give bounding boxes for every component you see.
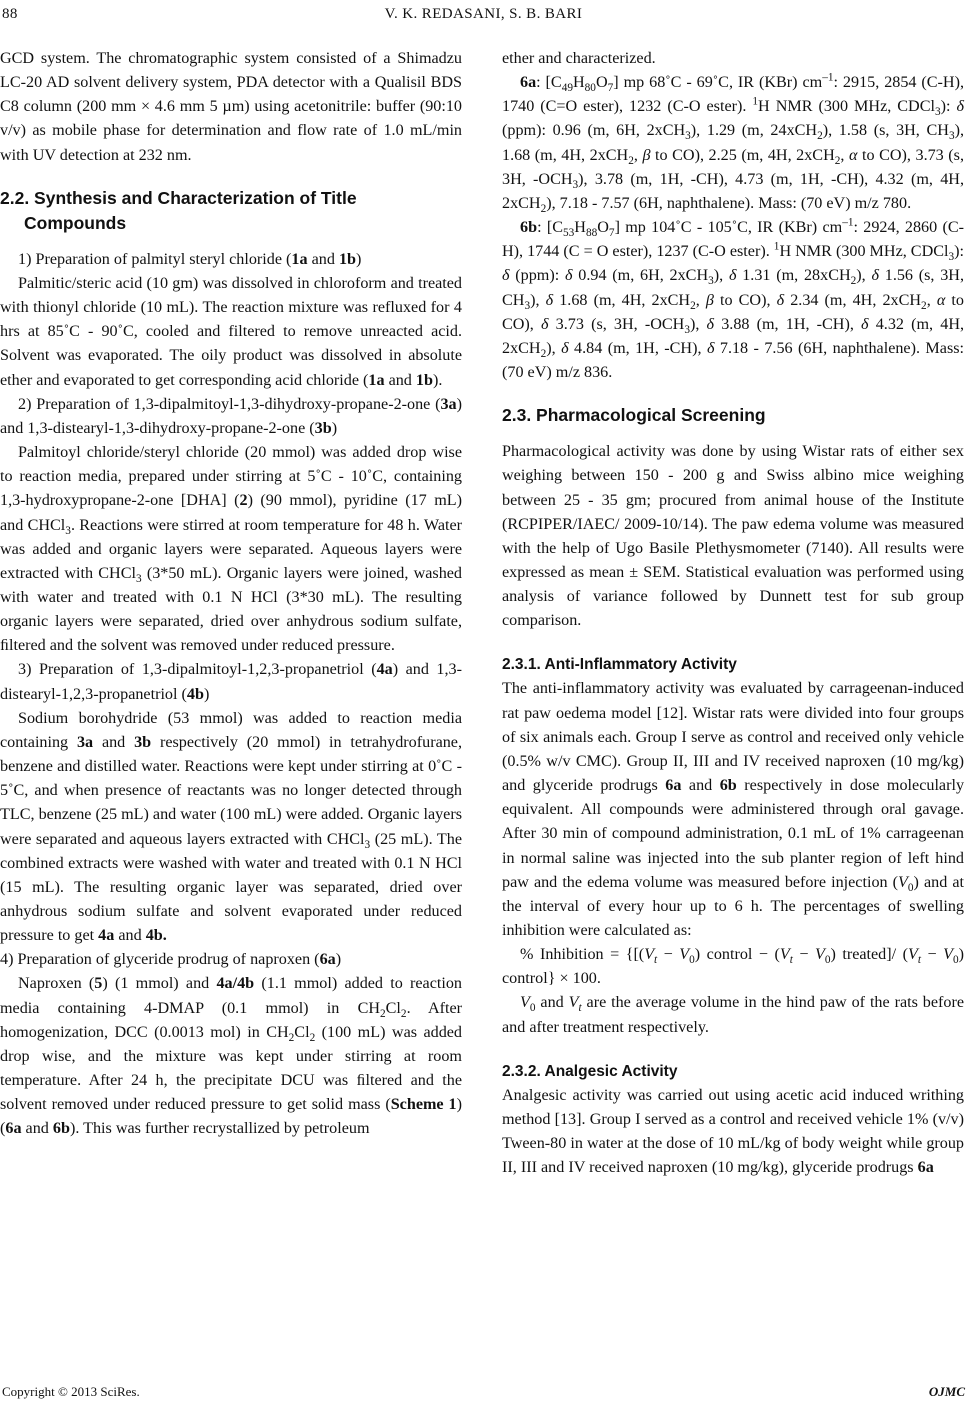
inhibition-formula: % Inhibition = {[$(V_t - V_0)$ control − $(V_t - V_0)$ treated]/ $(V_t - V_0)$ control} × 100. — [502, 946, 964, 988]
section-heading-2-3: 2.3. Pharmacological Screening — [502, 405, 766, 426]
right-column — [502, 47, 964, 1180]
step-1-heading: 1) Preparation of palmityl steryl chloride (1a and 1b) — [18, 250, 362, 268]
journal-abbreviation: OJMC — [928, 1384, 965, 1399]
anti-inflammatory-paragraph: The anti-inflammatory activity was evaluated by carrageenan-induced rat paw oedema model [12]. Wistar rats were divided into four groups of six animals each. Group I serve as control and received only vehicle (0.5% w/v CMC). Group II, III and IV received naproxen (10 mg/kg) and glyceride prodrugs 6a and 6b respectively in dose molecularly equivalent. All compounds were administered through oral gavage. After 30 min of compound administration, 0.1 mL of 1% carrageenan in normal saline was injected into the sub planter region of left hind paw and the edema volume was measured before injection $(V_0)$ and at the interval of every hour up to 6 h. The percentages of swelling inhibition were calculated as: — [502, 680, 965, 939]
page-header — [0, 6, 967, 28]
section-heading-2-2: 2.2. Synthesis and Characterization of Title Compounds — [0, 187, 357, 233]
variable-definitions: $V_0$ and $V_t$ are the average volume in the hind paw of the rats before and after treatment respectively. — [502, 994, 964, 1036]
analgesic-paragraph: Analgesic activity was carried out using acetic acid induced writhing method [13]. Group I served as a control and received vehicle 1% (v/v) Tween-80 in water at the dose of 10 mL/kg of body weight while group II, III and IV received naproxen (10 mg/kg), glyceride prodrugs 6a — [502, 1086, 964, 1177]
subsection-heading-2-3-2: 2.3.2. Analgesic Activity — [502, 1062, 678, 1080]
compound-6a-data: 6a: $[C_{49}H_{80}O_7]$ mp 68˚C - 69˚C, IR (KBr) $cm^{-1}$: 2915, 2854 (C-H), 1740 (C=O ester), 1232 (C-O ester). $^1$H NMR (300 MHz, CDCl$_3$): δ (ppm): 0.96 (m, 6H, 2xCH$_3$), 1.29 (m, 24xCH$_2$), 1.58 (s, 3H, $CH_3$), 1.68 (m, 4H, 2xCH$_2$, β to CO), 2.25 (m, 4H, 2xCH$_2$, α to CO), 3.73 (s, 3H, $-OCH_3$), 3.78 (m, 1H, -CH), 4.73 (m, 1H, -CH), 4.32 (m, 4H, 2xCH$_2$), 7.18 - 7.57 (6H, naphthalene). Mass: (70 eV) m/z 780. — [502, 71, 965, 216]
running-head-authors: V. K. REDASANI, S. B. BARI — [384, 6, 583, 22]
compound-6b-data: 6b: $[C_{53}H_{88}O_7]$ mp 104˚C - 105˚C, IR (KBr) $cm^{-1}$: 2924, 2860 (C-H), 1744 (C = O ester), 1237 (C-O ester). $^1$H NMR (300 MHz, CDCl$_3$): δ (ppm): δ 0.94 (m, 6H, 2xCH$_3$), δ 1.31 (m, 28xCH$_2$), δ 1.56 (s, 3H, $CH_3$), δ 1.68 (m, 4H, 2xCH$_2$, β to CO), δ 2.34 (m, 4H, 2xCH$_2$, α to CO), δ 3.73 (s, 3H, $-OCH_3$), δ 3.88 (m, 1H, -CH), δ 4.32 (m, 4H, 2xCH$_2$), δ 4.84 (m, 1H, -CH), δ 7.18 - 7.56 (6H, naphthalene). Mass: (70 eV) m/z 836. — [502, 216, 965, 382]
step-2-heading: 2) Preparation of 1,3-dipalmitoyl-1,3-dihydroxy-propane-2-one (3a) and 1,3-distearyl-1,3-dihydroxy-propane-2-one (3b) — [0, 395, 462, 437]
page-footer — [0, 1384, 967, 1406]
page-number: 88 — [2, 6, 18, 22]
left-column — [0, 47, 462, 1142]
step-3-heading: 3) Preparation of 1,3-dipalmitoyl-1,2,3-propanetriol (4a) and 1,3-distearyl-1,2,3-propanetriol (4b) — [0, 661, 462, 703]
step-2-paragraph: Palmitoyl chloride/steryl chloride (20 mmol) was added drop wise to reaction media, prepared under stirring at 5˚C - 10˚C, containing 1,3-hydroxypropane-2-one [DHA] (2) (90 mmol), pyridine (17 mL) and CHCl$_3$. Reactions were stirred at room temperature for 48 h. Water was added and organic layers were separated. Aqueous layers were extracted with CHCl$_3$ (3*50 mL). Organic layers were joined, washed with water and treated with 0.1 N HCl (3*30 mL). The resulting organic layers were separated, dried over anhydrous sodium sulfate, ﬁltered and the solvent was removed under reduced pressure. — [0, 444, 463, 655]
step-3-paragraph: Sodium borohydride (53 mmol) was added to reaction media containing 3a and 3b respectively (20 mmol) in tetrahydrofurane, benzene and distilled water. Reactions were kept under stirring at 0˚C - 5˚C, and when presence of reactants was no longer detected through TLC, benzene (25 mL) and water (100 mL) were added. Organic layers were separated and aqueous layers extracted with CHCl$_3$ (25 mL). The combined extracts were washed with water and treated with 0.1 N HCl (15 mL). The resulting organic layer was separated, dried over anhydrous sodium sulfate and solvent evaporated under reduced pressure to get 4a and 4b. — [0, 709, 463, 945]
subsection-heading-2-3-1: 2.3.1. Anti-Inflammatory Activity — [502, 656, 737, 674]
continuation-text: ether and characterized. — [502, 50, 656, 67]
pharmacology-paragraph: Pharmacological activity was done by using Wistar rats of either sex weighing between 150 - 200 g and Swiss albino mice weighing between 25 - 35 gm; procured from animal house of the Institute (RCPIPER/IAEC/ 2009-10/14). The paw edema volume was measured with the help of Ugo Basile Plethysmometer (7140). All results were expressed as mean ± SEM. Statistical evaluation was performed using analysis of variance followed by Dunnett test for sub group comparison. — [502, 443, 964, 630]
step-1-paragraph: Palmitic/steric acid (10 gm) was dissolved in chloroform and treated with thionyl chloride (10 mL). The reaction mixture was refluxed for 4 hrs at 85˚C - 90˚C, cooled and filtered to remove unreacted acid. Solvent was evaporated. The oily product was dissolved in absolute ether and evaporated to get corresponding acid chloride (1a and 1b). — [0, 274, 462, 389]
copyright-notice: Copyright © 2013 SciRes. — [2, 1384, 140, 1399]
intro-paragraph: GCD system. The chromatographic system consisted of a Shimadzu LC-20 AD solvent delivery system, PDA detector with a Qualisil BDS C8 column (200 mm × 4.6 mm 5 µm) using acetonitrile: buffer (90:10 v/v) as mobile phase for determination and flow rate of 1.0 mL/min with UV detection at 232 nm. — [0, 50, 462, 164]
step-4-heading: 4) Preparation of glyceride prodrug of naproxen (6a) — [0, 951, 342, 969]
step-4-paragraph: Naproxen (5) (1 mmol) and 4a/4b (1.1 mmol) added to reaction media containing 4-DMAP (0.1 mmol) in $CH_2Cl_2$. After homogenization, DCC (0.0013 mol) in $CH_2Cl_2$ (100 mL) was added drop wise, and the mixture was kept under stirring at room temperature. After 24 h, the precipitate DCU was ﬁltered and the solvent removed under reduced pressure to get solid mass (Scheme 1) (6a and 6b). This was further recrystallized by petroleum — [0, 975, 463, 1138]
